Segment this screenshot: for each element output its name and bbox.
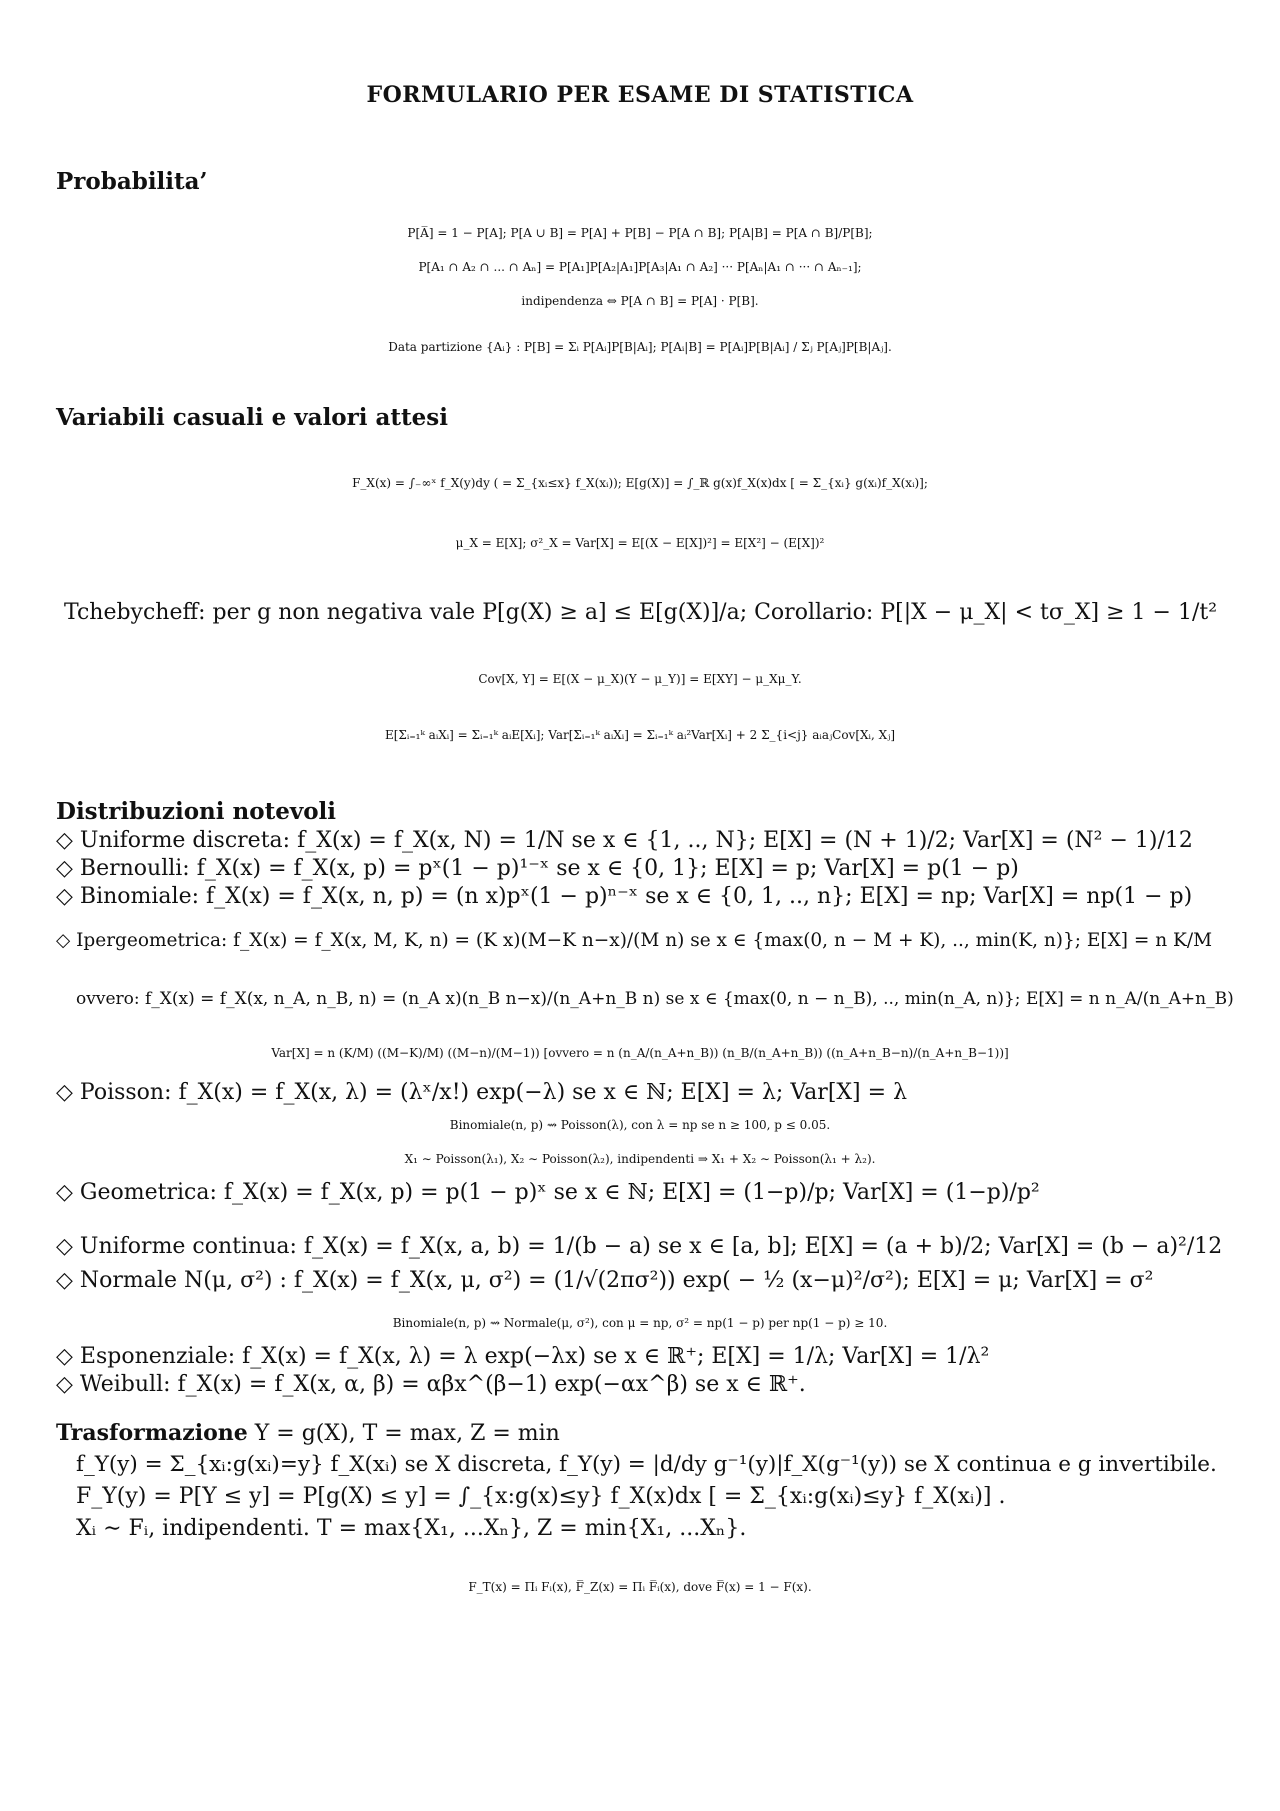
list-item: ◇ Uniforme discreta: f_X(x) = f_X(x, N) = 1/N se x ∈ {1, .., N}; E[X] = (N + 1)/2; Var[X] = (N² − 1)/12 [56, 828, 1193, 853]
formula-line: Xᵢ ∼ Fᵢ, indipendenti. T = max{X₁, ...Xₙ}, Z = min{X₁, ...Xₙ}. [76, 1516, 747, 1541]
formula-line: P[A̅] = 1 − P[A]; P[A ∪ B] = P[A] + P[B] − P[A ∩ B]; P[A|B] = P[A ∩ B]/P[B]; [407, 226, 873, 240]
formula-line: P[A₁ ∩ A₂ ∩ ... ∩ Aₙ] = P[A₁]P[A₂|A₁]P[A₃|A₁ ∩ A₂] ··· P[Aₙ|A₁ ∩ ··· ∩ Aₙ₋₁]; [418, 260, 862, 274]
list-item: ◇ Binomiale: f_X(x) = f_X(x, n, p) = (n x)pˣ(1 − p)ⁿ⁻ˣ se x ∈ {0, 1, .., n}; E[X] = np; Var[X] = np(1 − p) [56, 884, 1193, 909]
section-heading-formula: Y = g(X), T = max, Z = min [247, 1421, 560, 1446]
list-item: ◇ Ipergeometrica: f_X(x) = f_X(x, M, K, n) = (K x)(M−K n−x)/(M n) se x ∈ {max(0, n − M + K), .., min(K, n)}; E[X] = n K/M [56, 930, 1213, 951]
list-item: Binomiale(n, p) ⇝ Poisson(λ), con λ = np se n ≥ 100, p ≤ 0.05. [449, 1118, 831, 1132]
formula-line: Cov[X, Y] = E[(X − μ_X)(Y − μ_Y)] = E[XY] − μ_Xμ_Y. [478, 672, 802, 686]
list-item: Var[X] = n (K/M) ((M−K)/M) ((M−n)/(M−1)) [ovvero = n (n_A/(n_A+n_B)) (n_B/(n_A+n_B)) ((n_A+n_B−n)/(n_A+n_B−1))] [271, 1046, 1009, 1060]
section-heading-trasformazione [56, 1420, 560, 1447]
formula-line: Tchebycheff: per g non negativa vale P[g(X) ≥ a] ≤ E[g(X)]/a; Corollario: P[|X − μ_X| < tσ_X] ≥ 1 − 1/t² [64, 600, 1218, 625]
formula-line: Data partizione {Aᵢ} : P[B] = Σᵢ P[Aᵢ]P[B|Aᵢ]; P[Aᵢ|B] = P[Aᵢ]P[B|Aᵢ] / Σⱼ P[Aⱼ]P[B|Aⱼ]. [388, 340, 892, 354]
list-item: ◇ Weibull: f_X(x) = f_X(x, α, β) = αβx^(β−1) exp(−αx^β) se x ∈ ℝ⁺. [56, 1372, 806, 1397]
list-item: ◇ Uniforme continua: f_X(x) = f_X(x, a, b) = 1/(b − a) se x ∈ [a, b]; E[X] = (a + b)/2; Var[X] = (b − a)²/12 [56, 1234, 1223, 1259]
formula-line: F_Y(y) = P[Y ≤ y] = P[g(X) ≤ y] = ∫_{x:g(x)≤y} f_X(x)dx [ = Σ_{xᵢ:g(xᵢ)≤y} f_X(xᵢ)] . [76, 1484, 1006, 1509]
section-heading-variabili: Variabili casuali e valori attesi [56, 404, 448, 431]
list-item: ovvero: f_X(x) = f_X(x, n_A, n_B, n) = (n_A x)(n_B n−x)/(n_A+n_B n) se x ∈ {max(0, n − n_B), .., min(n_A, n)}; E[X] = n n_A/(n_A+n_B) [76, 989, 1234, 1009]
formula-line: μ_X = E[X]; σ²_X = Var[X] = E[(X − E[X])²] = E[X²] − (E[X])² [455, 536, 825, 550]
formula-line: f_Y(y) = Σ_{xᵢ:g(xᵢ)=y} f_X(xᵢ) se X discreta, f_Y(y) = |d/dy g⁻¹(y)|f_X(g⁻¹(y)) se X continua e g invertibile. [76, 1452, 1217, 1477]
list-item: ◇ Geometrica: f_X(x) = f_X(x, p) = p(1 − p)ˣ se x ∈ ℕ; E[X] = (1−p)/p; Var[X] = (1−p)/p² [56, 1180, 1040, 1205]
list-item: X₁ ∼ Poisson(λ₁), X₂ ∼ Poisson(λ₂), indipendenti ⇒ X₁ + X₂ ∼ Poisson(λ₁ + λ₂). [404, 1152, 876, 1166]
list-item: ◇ Poisson: f_X(x) = f_X(x, λ) = (λˣ/x!) exp(−λ) se x ∈ ℕ; E[X] = λ; Var[X] = λ [56, 1080, 908, 1105]
list-item: ◇ Esponenziale: f_X(x) = f_X(x, λ) = λ exp(−λx) se x ∈ ℝ⁺; E[X] = 1/λ; Var[X] = 1/λ² [56, 1344, 990, 1369]
formula-line: F_T(x) = Πᵢ Fᵢ(x), F̅_Z(x) = Πᵢ F̅ᵢ(x), dove F̅(x) = 1 − F(x). [468, 1580, 812, 1594]
section-heading-probabilita: Probabilita’ [56, 168, 208, 195]
list-item: ◇ Normale N(μ, σ²) : f_X(x) = f_X(x, μ, σ²) = (1/√(2πσ²)) exp( − ½ (x−μ)²/σ²); E[X] = μ; Var[X] = σ² [56, 1268, 1154, 1293]
formula-line: F_X(x) = ∫₋∞ˣ f_X(y)dy ( = Σ_{xᵢ≤x} f_X(xᵢ)); E[g(X)] = ∫_ℝ g(x)f_X(x)dx [ = Σ_{xᵢ} g(xᵢ)f_X(xᵢ)]; [352, 476, 928, 490]
section-heading-distribuzioni: Distribuzioni notevoli [56, 798, 337, 825]
list-item: ◇ Bernoulli: f_X(x) = f_X(x, p) = pˣ(1 − p)¹⁻ˣ se x ∈ {0, 1}; E[X] = p; Var[X] = p(1 − p) [56, 856, 1019, 881]
formula-line: E[Σᵢ₌₁ᵏ aᵢXᵢ] = Σᵢ₌₁ᵏ aᵢE[Xᵢ]; Var[Σᵢ₌₁ᵏ aᵢXᵢ] = Σᵢ₌₁ᵏ aᵢ²Var[Xᵢ] + 2 Σ_{i<j} aᵢaⱼCov[Xᵢ, Xⱼ] [384, 728, 895, 742]
section-heading-label: Trasformazione [56, 1420, 248, 1446]
page-title: FORMULARIO PER ESAME DI STATISTICA [366, 82, 914, 108]
list-item: Binomiale(n, p) ⇝ Normale(μ, σ²), con μ = np, σ² = np(1 − p) per np(1 − p) ≥ 10. [392, 1316, 888, 1330]
formula-line: indipendenza ⇔ P[A ∩ B] = P[A] · P[B]. [521, 294, 759, 308]
